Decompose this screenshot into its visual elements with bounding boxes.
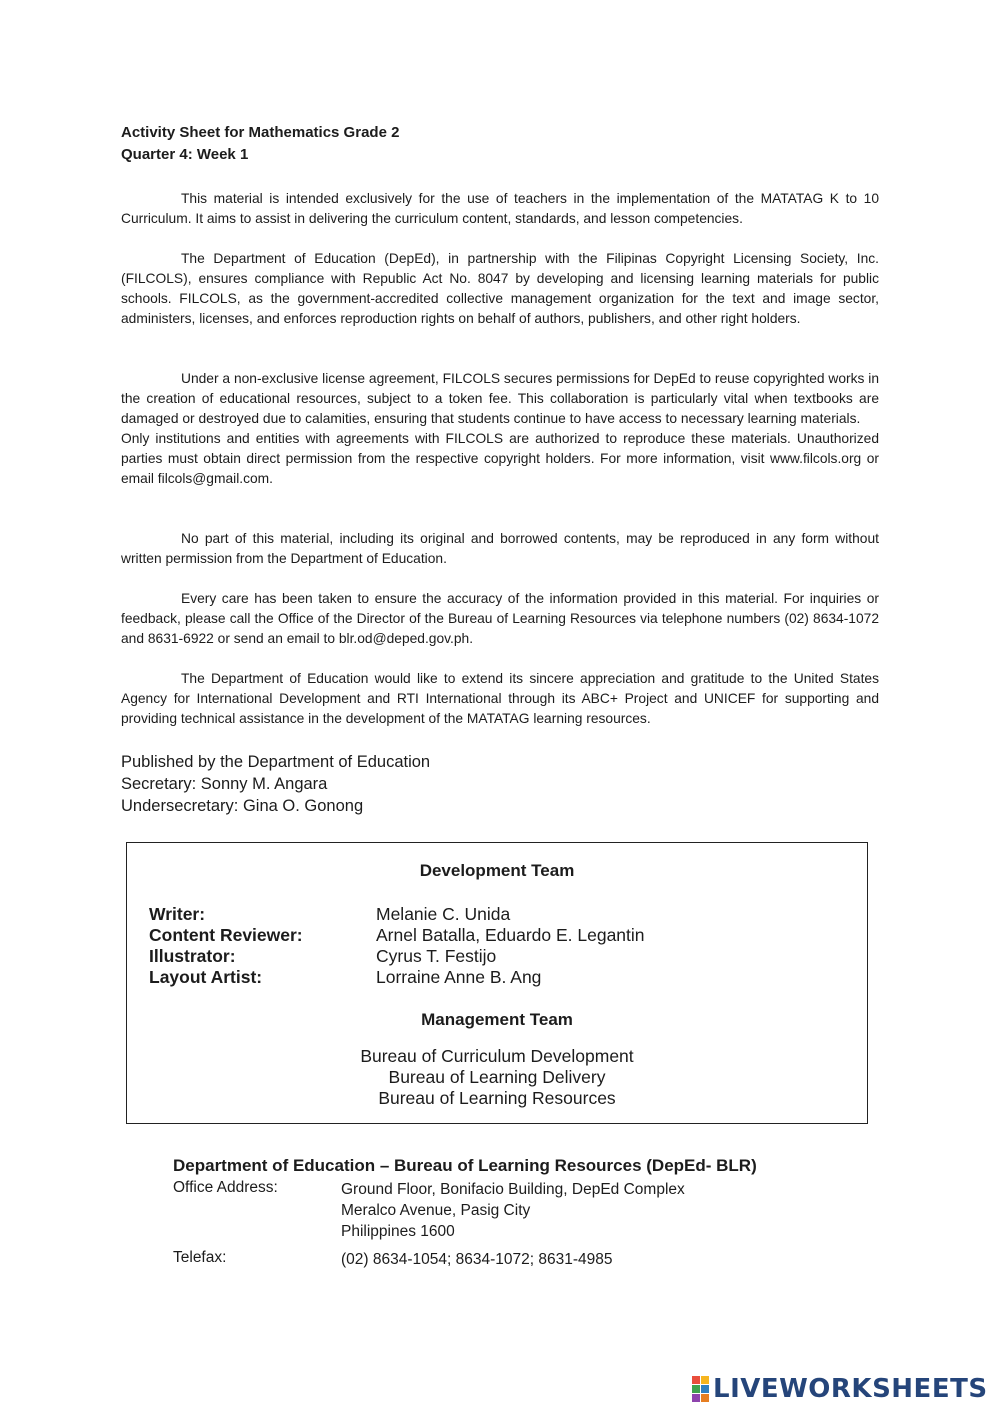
credit-value-writer: Melanie C. Unida — [376, 904, 511, 924]
logo-square — [701, 1394, 709, 1402]
logo-square — [692, 1376, 700, 1384]
appreciation-paragraph-block — [121, 669, 879, 729]
liveworksheets-logo-icon — [692, 1376, 709, 1402]
management-member: Bureau of Learning Resources — [378, 1088, 616, 1108]
secretary-line: Secretary: Sonny M. Angara — [121, 775, 328, 793]
logo-square — [692, 1385, 700, 1393]
logo-square — [701, 1385, 709, 1393]
liveworksheets-logo-text: LIVEWORKSHEETS — [713, 1374, 988, 1404]
credit-label-writer: Writer: — [149, 904, 206, 924]
reproduction-paragraph-block — [121, 529, 879, 569]
title-line-1: Activity Sheet for Mathematics Grade 2 — [121, 124, 400, 141]
credit-value-illustrator: Cyrus T. Festijo — [376, 946, 497, 966]
office-address-label: Office Address: — [173, 1179, 278, 1196]
team-box — [126, 842, 868, 1124]
office-info — [173, 1154, 757, 1268]
paragraph-inquiries: Every care has been taken to ensure the accuracy of the information provided in this material. For inquiries or feedback, please call the Office of the Director of the Bureau of Learning Resources via telephone numbers (02) 8634-1072 and 8631-6922 or send an email to blr.od@deped.gov.ph. — [121, 591, 879, 646]
undersecretary-line: Undersecretary: Gina O. Gonong — [121, 797, 364, 815]
credit-label-illustrator: Illustrator: — [149, 946, 236, 966]
publisher-line: Published by the Department of Education — [121, 753, 431, 771]
telefax-label: Telefax: — [173, 1249, 227, 1266]
credit-label-layout-artist: Layout Artist: — [149, 967, 263, 987]
document-title — [121, 122, 399, 166]
inquiries-paragraph-block — [121, 589, 879, 649]
credit-label-content-reviewer: Content Reviewer: — [149, 925, 303, 945]
copyright-paragraph-block — [121, 249, 879, 329]
license-paragraph-block — [121, 369, 879, 489]
telefax-value: (02) 8634-1054; 8634-1072; 8631-4985 — [341, 1251, 613, 1268]
paragraph-reproduction: No part of this material, including its original and borrowed contents, may be reproduced in any form without written permission from the Department of Education. — [121, 531, 879, 566]
credit-value-content-reviewer: Arnel Batalla, Eduardo E. Legantin — [376, 925, 645, 945]
title-line-2: Quarter 4: Week 1 — [121, 146, 249, 163]
publication-info — [121, 751, 430, 817]
paragraph-license: Under a non-exclusive license agreement, FILCOLS secures permissions for DepEd to reuse copyrighted works in the creation of educational resources, subject to a token fee. This collaboration is particularly vital when textbooks are damaged or destroyed due to calamities, ensuring that students continue to have access to necessary learning materials. — [121, 371, 879, 426]
office-address-line: Philippines 1600 — [341, 1223, 455, 1240]
paragraph-filcols: The Department of Education (DepEd), in partnership with the Filipinas Copyright Licensing Society, Inc. (FILCOLS), ensures compliance with Republic Act No. 8047 by developing and licensing learning materials for public schools. FILCOLS, as the government-accredited collective management organization for the text and image sector, administers, licenses, and enforces reproduction rights on behalf of authors, publishers, and other right holders. — [121, 251, 879, 326]
credit-value-layout-artist: Lorraine Anne B. Ang — [376, 967, 542, 987]
development-team-heading: Development Team — [419, 861, 575, 880]
liveworksheets-logo — [692, 1374, 988, 1404]
management-team-heading: Management Team — [421, 1010, 573, 1029]
paragraph-appreciation: The Department of Education would like to extend its sincere appreciation and gratitude to the United States Agency for International Development and RTI International through its ABC+ Project and UNICEF for supporting and providing technical assistance in the development of the MATATAG learning resources. — [121, 671, 879, 726]
management-member: Bureau of Curriculum Development — [360, 1046, 634, 1066]
paragraph-authorization: Only institutions and entities with agreements with FILCOLS are authorized to reproduce these materials. Unauthorized parties must obtain direct permission from the respective copyright holders. For more information, visit www.filcols.org or email filcols@gmail.com. — [121, 431, 879, 486]
office-address-line: Ground Floor, Bonifacio Building, DepEd Complex — [341, 1181, 685, 1198]
office-title: Department of Education – Bureau of Learning Resources (DepEd- BLR) — [173, 1156, 757, 1175]
paragraph-purpose: This material is intended exclusively for the use of teachers in the implementation of the MATATAG K to 10 Curriculum. It aims to assist in delivering the curriculum content, standards, and lesson competencies. — [121, 191, 879, 226]
logo-square — [701, 1376, 709, 1384]
office-address-line: Meralco Avenue, Pasig City — [341, 1202, 531, 1219]
management-member: Bureau of Learning Delivery — [388, 1067, 606, 1087]
logo-square — [692, 1394, 700, 1402]
intro-paragraph-block — [121, 189, 879, 229]
